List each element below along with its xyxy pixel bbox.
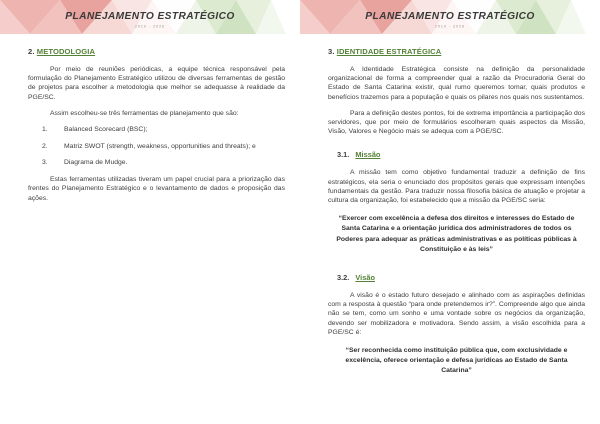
banner-years: 2019 - 2026 <box>434 24 466 29</box>
paragraph-lead-in: Assim escolheu-se três ferramentas de planejamento que são: <box>50 109 239 117</box>
tools-list <box>42 125 285 168</box>
quote-visao: “Ser reconhecida como instituição pública que, com exclusividade e excelência, oferece orientação e defesa jurídicas ao Estado de Santa Catarina” <box>345 347 568 375</box>
section-title: IDENTIDADE ESTRATÉGICA <box>336 47 442 56</box>
paragraph-metodologia-closing: Estas ferramentas utilizadas tiveram um papel crucial para a priorização das frentes do Planejamento Estratégico e o levantamento de dados e proposição das ações. <box>28 176 285 202</box>
banner-years: 2019 - 2026 <box>134 24 166 29</box>
paragraph-identidade-2: Para a definição destes pontos, foi de extrema importância a participação dos servidores, que por meio de formulários escolheram quais aspectos da Missão, Visão, Valores e Negócio mais se adequa com a PGE/SC. <box>328 109 585 136</box>
section-heading-metodologia <box>28 47 285 56</box>
subsection-heading-missao <box>337 150 585 159</box>
header-banner-left <box>0 0 300 34</box>
list-item-text: Balanced Scorecard (BSC); <box>64 126 148 134</box>
list-item-text: Matriz SWOT (strength, weakness, opportunities and threats); e <box>64 142 256 150</box>
page-right-content <box>300 34 600 377</box>
list-item-text: Diagrama de Mudge. <box>64 159 128 167</box>
paragraph-visao: A visão é o estado futuro desejado e alinhado com as aspirações definidas com a resposta à questão “para onde pretendemos ir?”. Compreende algo que ainda não se tem, como um sonho e uma vontade sobre os negócios da organização, devendo ser mobilizadora e motivadora. Sendo assim, a visão escolhida para a PGE/SC é: <box>328 292 585 336</box>
list-item-number: 1. <box>42 126 48 134</box>
list-item-number: 2. <box>42 142 48 150</box>
list-item-number: 3. <box>42 159 48 167</box>
list-item <box>42 142 285 151</box>
section-heading-identidade <box>328 47 585 56</box>
subsection-title: Missão <box>355 150 381 160</box>
paragraph-metodologia-1: Por meio de reuniões periódicas, a equipe técnica responsável pela formulação do Planejamento Estratégico utilizou de diversas ferramentas de gestão de projetos para escolher a metodologia que melhor se adequasse à realidade da PGE/SC. <box>28 66 285 101</box>
paragraph-missao: A missão tem como objetivo fundamental traduzir a definição de fins estratégicos, ela seria o enunciado dos propósitos gerais que expressam intenções fundamentais da gestão. Para traduzir nossa filosofia básica de atuação e projetar a cultura da organização, foi estabelecido que a missão da PGE/SC seria: <box>328 169 585 205</box>
paragraph-identidade-1: A Identidade Estratégica consiste na definição da personalidade organizacional de forma a compreender qual a razão da Procuradoria Geral do Estado de Santa Catarina existir, qual rumo queremos tomar, quais produtos e benefícios trazemos para a população e quais os pilares nos quais nos sustentamos. <box>328 66 585 101</box>
banner-title: PLANEJAMENTO ESTRATÉGICO <box>365 11 535 22</box>
list-item <box>42 125 285 134</box>
list-item <box>42 158 285 167</box>
quote-missao: “Exercer com excelência a defesa dos direitos e interesses do Estado de Santa Catarina e a orientação jurídica dos administradores de todos os Poderes para adequar as práticas administrativas e as políticas públicas à Constituição e às leis” <box>336 215 577 253</box>
page-left-content <box>0 34 300 203</box>
subsection-heading-visao <box>337 273 585 282</box>
section-number: 3. <box>328 47 335 56</box>
page-right <box>300 0 600 424</box>
section-number: 2. <box>28 47 35 56</box>
subsection-number: 3.2. <box>337 273 350 283</box>
banner-title: PLANEJAMENTO ESTRATÉGICO <box>65 11 235 22</box>
subsection-title: Visão <box>355 273 375 283</box>
subsection-number: 3.1. <box>337 150 350 160</box>
section-title: METODOLOGIA <box>36 47 96 56</box>
header-banner-right <box>300 0 600 34</box>
